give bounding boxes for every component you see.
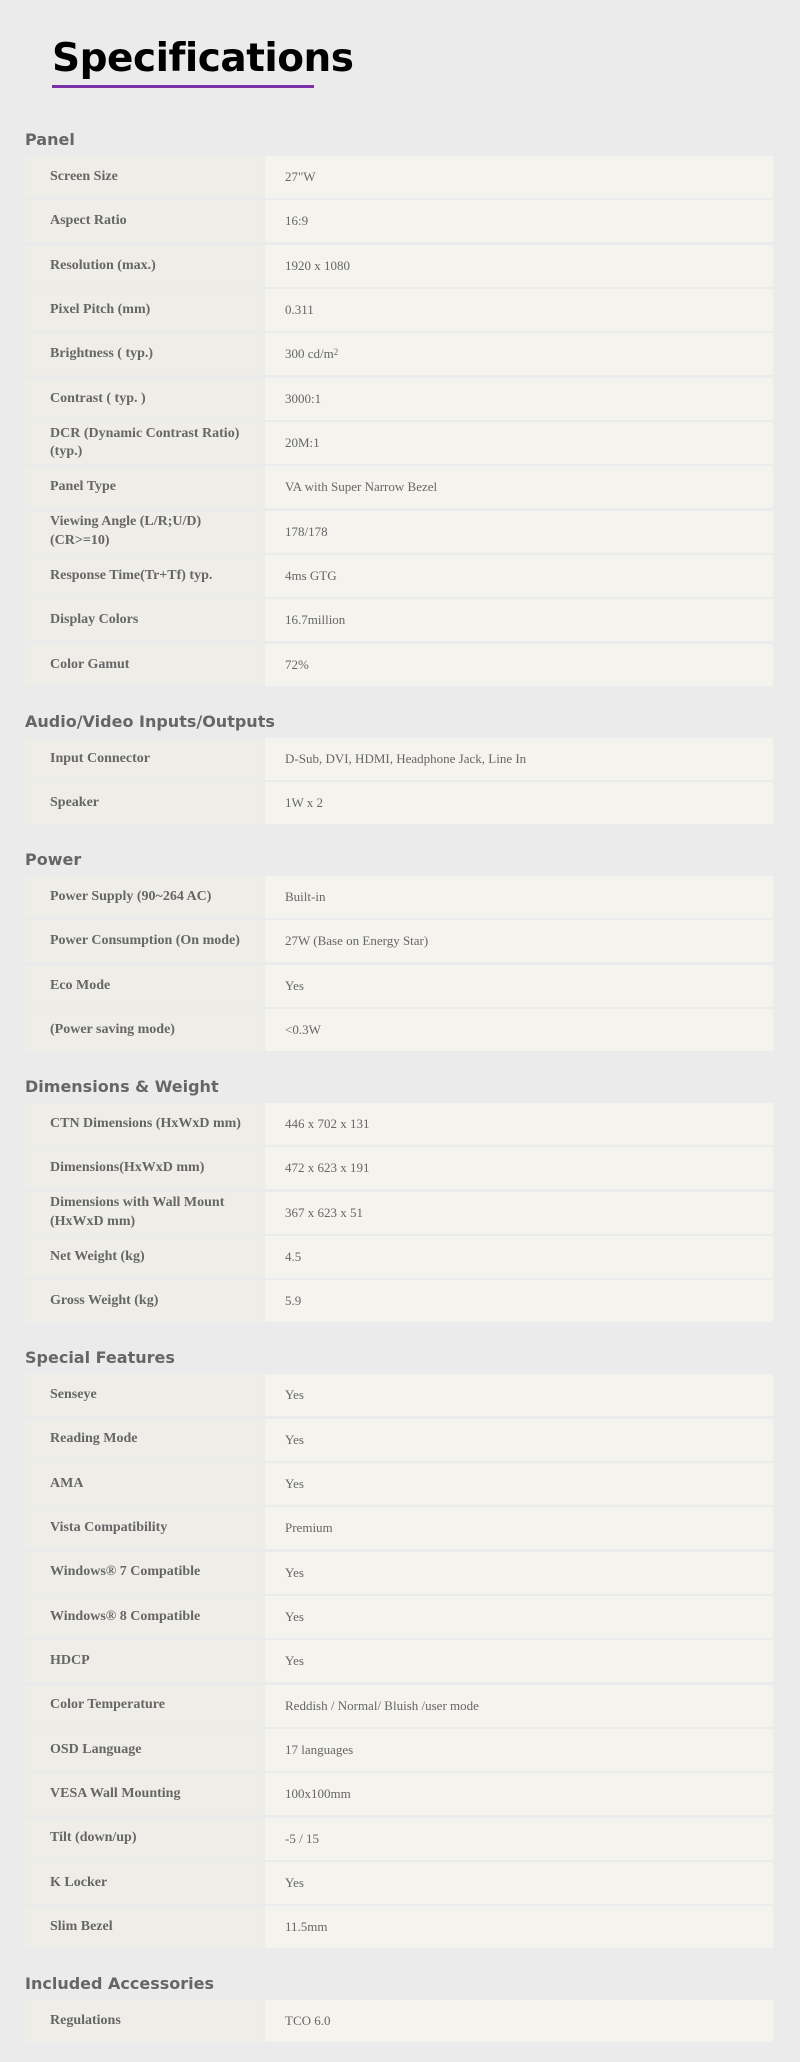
section-title: Audio/Video Inputs/Outputs xyxy=(25,711,275,731)
spec-label: Pixel Pitch (mm) xyxy=(25,289,263,331)
spec-row xyxy=(25,1103,773,1145)
spec-value xyxy=(265,200,773,242)
spec-value-text: Premium xyxy=(285,1520,333,1536)
spec-label: Senseye xyxy=(25,1374,263,1416)
spec-row xyxy=(25,378,773,420)
spec-label: Dimensions with Wall Mount (HxWxD mm) xyxy=(25,1192,263,1234)
spec-label: DCR (Dynamic Contrast Ratio) (typ.) xyxy=(25,422,263,464)
spec-value xyxy=(265,599,773,641)
spec-label: Eco Mode xyxy=(25,965,263,1007)
spec-label: Slim Bezel xyxy=(25,1906,263,1948)
spec-row xyxy=(25,920,773,962)
spec-label: Tilt (down/up) xyxy=(25,1818,263,1860)
spec-row xyxy=(25,1818,773,1860)
spec-row xyxy=(25,738,773,780)
spec-value xyxy=(265,1463,773,1505)
spec-row xyxy=(25,422,773,464)
spec-value-text: -5 / 15 xyxy=(285,1830,319,1846)
spec-value-text: Yes xyxy=(285,1475,304,1491)
section-power xyxy=(25,844,773,1051)
spec-value-text: Yes xyxy=(285,1387,304,1403)
spec-value xyxy=(265,1596,773,1638)
spec-value-text: D-Sub, DVI, HDMI, Headphone Jack, Line In xyxy=(285,750,527,766)
spec-content xyxy=(25,124,773,2062)
spec-value-text: TCO 6.0 xyxy=(285,2013,331,2029)
spec-value xyxy=(265,289,773,331)
spec-value xyxy=(265,422,773,464)
section-title: Panel xyxy=(25,130,75,149)
spec-value-text: Reddish / Normal/ Bluish /user mode xyxy=(285,1697,479,1713)
spec-value-text: 16:9 xyxy=(285,213,309,229)
spec-row xyxy=(25,1507,773,1549)
spec-value-text: 367 x 623 x 51 xyxy=(285,1204,363,1220)
spec-row xyxy=(25,289,773,331)
spec-value xyxy=(265,1862,773,1904)
spec-row xyxy=(25,466,773,508)
section-panel xyxy=(25,124,773,686)
spec-row xyxy=(25,1773,773,1815)
spec-label: Screen Size xyxy=(25,156,263,198)
spec-row xyxy=(25,1640,773,1682)
spec-label: Vista Compatibility xyxy=(25,1507,263,1549)
spec-value xyxy=(265,511,773,553)
spec-row xyxy=(25,965,773,1007)
spec-value xyxy=(265,1906,773,1948)
spec-row xyxy=(25,156,773,198)
spec-row xyxy=(25,1685,773,1727)
spec-row xyxy=(25,511,773,553)
spec-value-text: 16.7million xyxy=(285,612,346,628)
spec-row xyxy=(25,200,773,242)
spec-label: Windows® 8 Compatible xyxy=(25,1596,263,1638)
spec-value-text: VA with Super Narrow Bezel xyxy=(285,479,438,495)
spec-table xyxy=(25,876,773,1051)
spec-label: Color Temperature xyxy=(25,1685,263,1727)
spec-row xyxy=(25,599,773,641)
spec-label: Net Weight (kg) xyxy=(25,1236,263,1278)
spec-value xyxy=(265,782,773,824)
spec-table xyxy=(25,738,773,824)
spec-row xyxy=(25,1280,773,1322)
spec-value-text: <0.3W xyxy=(285,1021,321,1037)
spec-value xyxy=(265,920,773,962)
spec-row xyxy=(25,2000,773,2042)
spec-value xyxy=(265,1507,773,1549)
spec-label: VESA Wall Mounting xyxy=(25,1773,263,1815)
spec-row xyxy=(25,1463,773,1505)
spec-label: Resolution (max.) xyxy=(25,245,263,287)
spec-value-text: 178/178 xyxy=(285,523,328,539)
page-title: Specifications xyxy=(52,36,354,81)
spec-value-text: 1W x 2 xyxy=(285,794,324,810)
spec-label: Response Time(Tr+Tf) typ. xyxy=(25,555,263,597)
spec-label: Panel Type xyxy=(25,466,263,508)
spec-row xyxy=(25,1009,773,1051)
spec-row xyxy=(25,245,773,287)
spec-label: OSD Language xyxy=(25,1729,263,1771)
spec-value xyxy=(265,644,773,686)
spec-label: Display Colors xyxy=(25,599,263,641)
spec-value xyxy=(265,1147,773,1189)
spec-row xyxy=(25,1552,773,1594)
spec-value-text: 300 cd/m xyxy=(285,346,334,362)
spec-label: Speaker xyxy=(25,782,263,824)
spec-value-text: Yes xyxy=(285,1653,304,1669)
spec-label: K Locker xyxy=(25,1862,263,1904)
spec-value-text: Yes xyxy=(285,1431,304,1447)
spec-value-text: Yes xyxy=(285,1608,304,1624)
spec-label: Power Supply (90~264 AC) xyxy=(25,876,263,918)
spec-label: Brightness ( typ.) xyxy=(25,333,263,375)
spec-label: Input Connector xyxy=(25,738,263,780)
spec-value-text: 11.5mm xyxy=(285,1919,328,1935)
spec-row xyxy=(25,1862,773,1904)
spec-table xyxy=(25,1374,773,1948)
spec-label: Aspect Ratio xyxy=(25,200,263,242)
section-special-features xyxy=(25,1342,773,1948)
spec-value xyxy=(265,245,773,287)
spec-value xyxy=(265,156,773,198)
spec-row xyxy=(25,1374,773,1416)
spec-value xyxy=(265,1419,773,1461)
spec-value xyxy=(265,1552,773,1594)
section-title: Special Features xyxy=(25,1348,175,1368)
spec-value-text: 472 x 623 x 191 xyxy=(285,1160,370,1176)
spec-label: Power Consumption (On mode) xyxy=(25,920,263,962)
spec-label: Dimensions(HxWxD mm) xyxy=(25,1147,263,1189)
spec-value xyxy=(265,466,773,508)
spec-value-text: 4ms GTG xyxy=(285,567,337,583)
section-dimensions-weight xyxy=(25,1071,773,1322)
spec-label: (Power saving mode) xyxy=(25,1009,263,1051)
spec-table xyxy=(25,2000,773,2042)
spec-value-text: 27W (Base on Energy Star) xyxy=(285,933,429,949)
spec-row xyxy=(25,782,773,824)
spec-value xyxy=(265,1103,773,1145)
spec-row xyxy=(25,1729,773,1771)
spec-row xyxy=(25,876,773,918)
spec-value xyxy=(265,1729,773,1771)
spec-value xyxy=(265,1818,773,1860)
spec-value-text: 446 x 702 x 131 xyxy=(285,1115,370,1131)
spec-value xyxy=(265,738,773,780)
spec-value xyxy=(265,555,773,597)
spec-label: Color Gamut xyxy=(25,644,263,686)
spec-value-text: 1920 x 1080 xyxy=(285,257,350,273)
spec-row xyxy=(25,333,773,375)
spec-value xyxy=(265,1009,773,1051)
spec-label: CTN Dimensions (HxWxD mm) xyxy=(25,1103,263,1145)
section-title: Power xyxy=(25,849,82,869)
spec-row xyxy=(25,1906,773,1948)
spec-value: 300 cd/m $^2$ xyxy=(265,333,773,375)
spec-value xyxy=(265,2000,773,2042)
spec-table xyxy=(25,1103,773,1322)
spec-value xyxy=(265,1640,773,1682)
title-underline xyxy=(52,85,314,88)
spec-value xyxy=(265,876,773,918)
spec-value-text: Built-in xyxy=(285,888,326,904)
spec-label: Contrast ( typ. ) xyxy=(25,378,263,420)
spec-value-text: 20M:1 xyxy=(285,434,320,450)
spec-value-text: 4.5 xyxy=(285,1248,302,1264)
section-audio-video-inputs-outputs xyxy=(25,706,773,824)
spec-value xyxy=(265,1236,773,1278)
spec-value-text: 100x100mm xyxy=(285,1786,351,1802)
spec-label: Regulations xyxy=(25,2000,263,2042)
spec-value-text: 3000:1 xyxy=(285,390,322,406)
spec-value-text: Yes xyxy=(285,977,304,993)
page-header xyxy=(52,36,354,88)
spec-label: HDCP xyxy=(25,1640,263,1682)
spec-value xyxy=(265,1192,773,1234)
spec-label: AMA xyxy=(25,1463,263,1505)
spec-value-text: 17 languages xyxy=(285,1741,354,1757)
spec-row xyxy=(25,1419,773,1461)
spec-value xyxy=(265,1374,773,1416)
spec-value xyxy=(265,1773,773,1815)
spec-value xyxy=(265,965,773,1007)
spec-label: Windows® 7 Compatible xyxy=(25,1552,263,1594)
spec-label: Reading Mode xyxy=(25,1419,263,1461)
spec-table xyxy=(25,156,773,686)
spec-row xyxy=(25,555,773,597)
spec-value xyxy=(265,1280,773,1322)
spec-row xyxy=(25,1147,773,1189)
spec-value xyxy=(265,378,773,420)
spec-value xyxy=(265,1685,773,1727)
spec-value-text: 27"W xyxy=(285,169,316,184)
section-title: Included Accessories xyxy=(25,1974,215,1994)
spec-row xyxy=(25,1596,773,1638)
spec-label: Gross Weight (kg) xyxy=(25,1280,263,1322)
spec-value-text: 0.311 xyxy=(285,301,314,317)
spec-value-text: 72% xyxy=(285,656,309,672)
spec-value-text: 5.9 xyxy=(285,1293,302,1309)
section-title: Dimensions & Weight xyxy=(25,1076,219,1096)
section-included-accessories xyxy=(25,1968,773,2042)
spec-value-text: Yes xyxy=(285,1564,304,1580)
spec-row xyxy=(25,644,773,686)
spec-row xyxy=(25,1192,773,1234)
spec-row xyxy=(25,1236,773,1278)
spec-label: Viewing Angle (L/R;U/D) (CR>=10) xyxy=(25,511,263,553)
spec-value-text: Yes xyxy=(285,1874,304,1890)
